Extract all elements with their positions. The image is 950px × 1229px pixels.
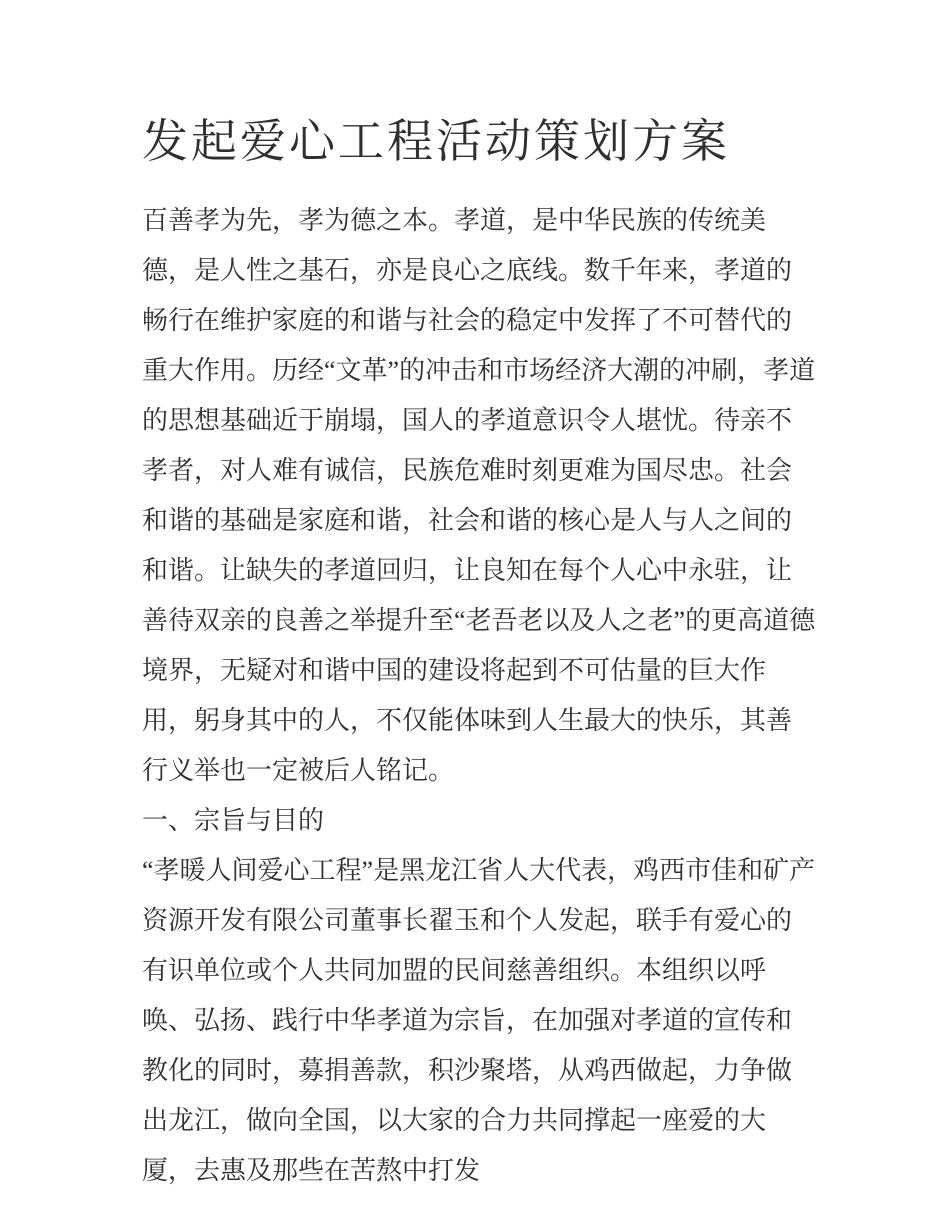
- paragraph-purpose: “孝暖人间爱心工程”是黑龙江省人大代表，鸡西市佳和矿产资源开发有限公司董事长翟玉和个人发起，联手有爱心的有识单位或个人共同加盟的民间慈善组织。本组织以呼唤、弘扬、践行中华孝道为宗旨，在加强对孝道的宣传和教化的同时，募捐善款，积沙聚塔，从鸡西做起，力争做出龙江，做向全国，以大家的合力共同撑起一座爱的大厦，去惠及那些在苦熬中打发: [142, 856, 816, 1185]
- section-heading-purpose: 一、宗旨与目的: [142, 806, 325, 835]
- document-content: [142, 0, 816, 1196]
- paragraph-intro: 百善孝为先，孝为德之本。孝道，是中华民族的传统美德，是人性之基石，亦是良心之底线。数千年来，孝道的畅行在维护家庭的和谐与社会的稳定中发挥了不可替代的重大作用。历经“文革”的冲击和市场经济大潮的冲刷，孝道的思想基础近于崩塌，国人的孝道意识令人堪忧。待亲不孝者，对人难有诚信，民族危难时刻更难为国尽忠。社会和谐的基础是家庭和谐，社会和谐的核心是人与人之间的和谐。让缺失的孝道回归，让良知在每个人心中永驻，让善待双亲的良善之举提升至“老吾老以及人之老”的更高道德境界，无疑对和谐中国的建设将起到不可估量的巨大作用，躬身其中的人，不仅能体味到人生最大的快乐，其善行义举也一定被后人铭记。: [142, 206, 816, 785]
- document-title: 发起爱心工程活动策划方案: [142, 116, 730, 167]
